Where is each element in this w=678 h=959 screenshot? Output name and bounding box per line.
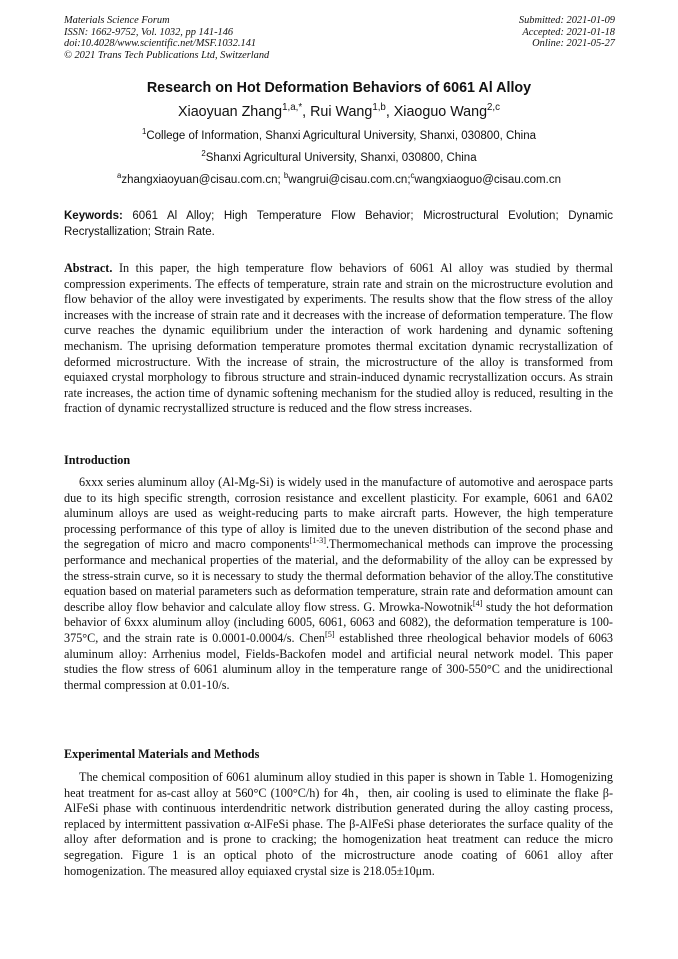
affiliation-text: College of Information, Shanxi Agricultural University, Shanxi, 030800, China xyxy=(146,130,537,142)
keywords-paragraph xyxy=(64,208,613,240)
issn-line: ISSN: 1662-9752, Vol. 1032, pp 141-146 xyxy=(64,26,234,38)
citation-ref: [5] xyxy=(324,629,335,639)
introduction-text: .Thermomechanical methods can improve the processing performance and mechanical properties of the material, and the deformability of the alloy can be expressed by the stress-strain curve, so it is necessary to study the thermal deformation behavior of the alloy.The constitutive equation based on material parameters such as deformation temperature, strain rate and deformation amount can describe alloy flow behavior and calculate alloy flow stress. G. Mrowka-Nowotnik xyxy=(64,537,613,614)
email-superscript: c xyxy=(410,171,415,181)
introduction-text: established three rheological behavior models of 6063 aluminum alloy: Arrhenius model, Fields-Backofen model and artificial neural network model. This paper studies the flow stress of 6061 aluminum alloy in the temperature range of 300-550°C and the unidirectional thermal compression at 0.01-10/s. xyxy=(64,630,614,692)
author-superscript: 1,b xyxy=(372,102,386,114)
methods-paragraph xyxy=(64,770,613,879)
abstract-text: In this paper, the high temperature flow behaviors of 6061 Al alloy was studied by thermal compression experiments. The effects of temperature, strain rate and strain on the microstructure evolution and flow behavior of the alloy were investigated by experiments. The results show that the flow stress of the alloy increases with the increase of strain rate and it decreases with the increase of deformation temperature. The flow curve reaches the dynamic equilibrium under the interaction of work hardening and dynamic softening mechanism. The uprising deformation temperature promotes thermal excitation dynamic recrystallization of deformed microstructure. With the increase of strain, the microstructure of the alloy is transformed from equiaxed crystal morphology to fibrous structure and strain-induced dynamic recrystallization occurs. As strain rate increases, the action time of dynamic softening mechanism for the studied alloy is reduced, resulting in the fraction of dynamic recrystallized structure is reduced and the flow stress increases. xyxy=(64,261,613,416)
author-name: , Xiaoguo Wang xyxy=(385,104,488,120)
email-superscript: b xyxy=(283,171,289,181)
email-address[interactable]: wangxiaoguo@cisau.com.cn xyxy=(414,174,561,186)
methods-heading: Experimental Materials and Methods xyxy=(64,747,260,761)
affiliation-text: Shanxi Agricultural University, Shanxi, 030800, China xyxy=(205,152,477,164)
introduction-text: study the hot deformation behavior of 6xxx aluminum alloy (including 6005, 6061, 6063 and 6082), the deformation temperature is 100-375°C, and the strain rate is 0.0001-0.0004/s. Chen xyxy=(64,599,613,645)
keywords-label: Keywords: xyxy=(64,210,123,222)
author-name: , Rui Wang xyxy=(302,104,373,120)
paper-title: Research on Hot Deformation Behaviors of 6061 Al Alloy xyxy=(146,80,532,96)
methods-text: The chemical composition of 6061 aluminum alloy studied in this paper is shown in Table 1. Homogenizing heat treatment for as-cast alloy at 560°C (100°C/h) for 4h，then, air cooling is used to eliminate the flake β-AlFeSi phase with continuous interdendritic network distribution generated during the alloy casting process, replaced by intermittent passivation α-AlFeSi phase. The β-AlFeSi phase deteriorates the surface quality of the alloy after deformation and is prone to cracking; the homogenization heat treatment can reduce the micro segregation. Figure 1 is an optical photo of the microstructure anode coating of 6061 alloy after homogenization. The measured alloy equiaxed crystal size is 218.05±10μm. xyxy=(64,770,613,878)
keywords-text: 6061 Al Alloy; High Temperature Flow Behavior; Microstructural Evolution; Dynamic Recrystallization; Strain Rate. xyxy=(64,210,613,238)
introduction-text: 6xxx series aluminum alloy (Al-Mg-Si) is widely used in the manufacture of automotive and aerospace parts due to its high specific strength, corrosion resistance and excellent plasticity. For example, 6061 and 6A02 aluminum alloys are used as weight-reducing parts to make aircraft parts. However, the high temperature processing performance of this type of alloy is limited due to the uneven distribution of the second phase and the segregation of micro and macro components xyxy=(64,475,613,552)
doi-link[interactable]: doi:10.4028/www.scientific.net/MSF.1032.141 xyxy=(64,38,257,50)
author-superscript: 2,c xyxy=(487,102,500,114)
abstract-paragraph xyxy=(64,261,613,417)
author-superscript: 1,a,* xyxy=(282,102,303,114)
author-emails xyxy=(0,171,678,186)
introduction-heading: Introduction xyxy=(64,453,131,467)
affiliation-1 xyxy=(0,127,678,142)
author-name: Xiaoyuan Zhang xyxy=(177,104,283,120)
journal-name: Materials Science Forum xyxy=(64,15,170,26)
introduction-paragraph xyxy=(64,475,613,693)
email-address[interactable]: zhangxiaoyuan@cisau.com.cn; xyxy=(121,174,284,186)
author-list xyxy=(0,104,678,120)
citation-ref: [4] xyxy=(472,598,483,608)
journal-info xyxy=(64,15,269,61)
copyright-line: © 2021 Trans Tech Publications Ltd, Switzerland xyxy=(64,49,270,61)
online-date: Online: 2021-05-27 xyxy=(532,38,615,50)
abstract-label: Abstract. xyxy=(64,261,113,275)
submitted-date: Submitted: 2021-01-09 xyxy=(518,15,615,26)
accepted-date: Accepted: 2021-01-18 xyxy=(522,26,615,38)
affiliation-superscript: 1 xyxy=(141,127,147,137)
affiliation-superscript: 2 xyxy=(201,149,206,159)
publication-dates xyxy=(519,15,615,50)
email-address[interactable]: wangrui@cisau.com.cn; xyxy=(288,174,411,186)
email-superscript: a xyxy=(117,171,122,181)
affiliation-2 xyxy=(0,149,678,164)
citation-ref: [1-3] xyxy=(309,536,326,546)
